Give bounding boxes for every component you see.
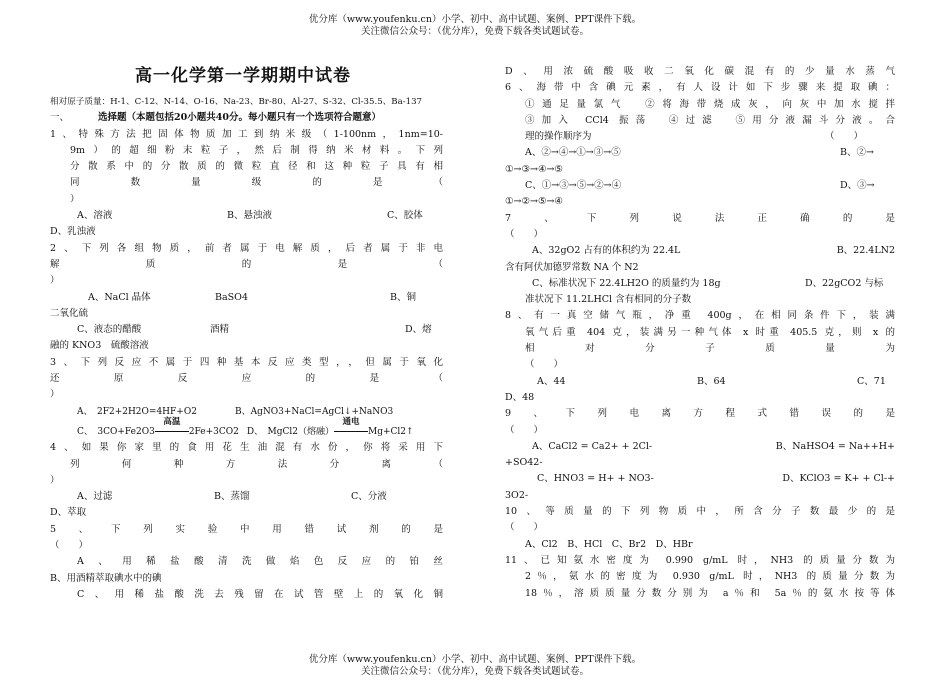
q3-option-d-post: Mg+Cl2↑ — [368, 426, 414, 437]
reaction-arrow-electric — [334, 416, 368, 440]
q7-options-cd — [505, 276, 895, 292]
q6-line-1: 6、海带中含碘元素，有人设计如下步骤来提取碘： — [505, 82, 895, 94]
q7-option-d: D、22gCO2 与标 — [805, 277, 884, 289]
condition-high-temp: 高温 — [163, 416, 181, 427]
q8-line-1: 8、有一真空储气瓶，净重 400g，在相同条件下，装满 — [505, 310, 895, 322]
q6-option-d: D、③→ — [840, 180, 875, 192]
q7-option-b: B、22.4LN2 — [836, 245, 895, 257]
q6-line-2: ①通足量氯气 ②将海带烧成灰，向灰中加水搅拌 — [525, 98, 895, 110]
q2-option-c2: 酒精 — [210, 324, 230, 336]
q2-option-b: B、铜 — [390, 291, 416, 303]
q1-option-a: A、溶液 — [77, 210, 113, 222]
q7-option-d2: 准状况下 11.2LHCl 含有相同的分子数 — [525, 294, 692, 306]
q1-line-2: 9m）的超细粉末粒子，然后制得纳米材料。下列 — [70, 144, 443, 156]
q4-line-1: 4、如果你家里的食用花生油混有水份，你将采用下 — [50, 442, 443, 454]
q10-line-2: （ ） — [505, 522, 544, 534]
q4-line-2: 列何种方法分离（ — [70, 458, 443, 470]
condition-electricity: 通电 — [342, 416, 360, 427]
q3-options-cd — [50, 416, 443, 440]
q4-option-b: B、蒸馏 — [214, 491, 250, 503]
q8-line-3: 相对分子质量为 — [525, 343, 895, 355]
header-line-1: 优分库（www.youfenku.cn）小学、初中、高中试题、案例、PPT课件下载。 — [308, 14, 642, 25]
exam-title: 高一化学第一学期期中试卷 — [135, 66, 351, 86]
q6-line-4-row — [505, 129, 895, 145]
q1-line-3: 分散系中的分散质的微粒直径和这种粒子具有相 — [70, 161, 443, 173]
q6-option-c: C、①→③→⑤→②→④ — [525, 180, 622, 192]
q8-line-4: （ ） — [525, 359, 564, 371]
q9-option-a: A、CaCl2 = Ca2+ + 2Cl- — [532, 440, 653, 452]
q8-option-d: D、48 — [505, 391, 535, 403]
right-column — [505, 64, 895, 602]
q1-options — [50, 208, 443, 224]
q7-line-2: （ ） — [505, 228, 544, 240]
q6-line-4: 理的操作顺序为 — [525, 131, 592, 143]
q3-option-c-pre: C、 3CO+Fe2O3 — [77, 426, 155, 437]
footer-line-1: 优分库（www.youfenku.cn）小学、初中、高中试题、案例、PPT课件下载。 — [308, 654, 642, 665]
q5-option-a: A、用稀盐酸清洗做焰色反应的铂丝 — [77, 556, 443, 568]
q2-line-2: 解质的是（ — [50, 258, 443, 270]
q2-options-cd — [50, 322, 443, 338]
q7-option-b2: 含有阿伏加德罗常数 NA 个 N2 — [505, 261, 639, 273]
q9-options-cd — [505, 471, 895, 487]
q1-option-c: C、胶体 — [387, 210, 423, 222]
q3-options-ab — [50, 404, 443, 420]
section-title: 选择题（本题包括20小题共40分。每小题只有一个选项符合题意） — [98, 112, 381, 124]
q5-line-1: 5、下列实验中用错试剂的是 — [50, 523, 443, 535]
section-number: 一、 — [50, 112, 70, 124]
q3-line-1: 3、下列反应不属于四种基本反应类型，，但属于氧化 — [50, 356, 443, 368]
q2-option-c: C、液态的醋酸 — [77, 324, 142, 336]
q4-line-3: ） — [50, 474, 60, 486]
q3-option-a: A、 2F2+2H2O=4HF+O2 — [77, 406, 197, 417]
q9-option-b: B、NaHSO4 = Na++H+ — [775, 440, 895, 452]
q8-options — [505, 374, 895, 390]
q2-option-a: A、NaCl 晶体 — [88, 291, 151, 303]
q6-options-ab — [505, 145, 895, 161]
q3-option-c-post: 2Fe+3CO2 — [188, 426, 239, 437]
q1-line-4: 同数量级的是（ — [70, 177, 443, 189]
q5-option-b: B、用酒精萃取碘水中的碘 — [50, 572, 162, 584]
q5-option-c: C、用稀盐酸洗去残留在试管壁上的氧化铜 — [77, 588, 443, 600]
q3-option-d-pre: D、 MgCl2（熔融） — [246, 426, 335, 437]
q6-option-d2: ①→②→⑤→④ — [505, 196, 563, 208]
q6-options-cd — [505, 178, 895, 194]
q1-line-1: 1、特殊方法把固体物质加工到纳米级（1-100nm，1nm=10- — [50, 128, 443, 140]
q2-line-1: 2、下列各组物质，前者属于电解质，后者属于非电 — [50, 242, 443, 254]
page-footer — [0, 654, 950, 678]
q8-option-c: C、71 — [857, 375, 886, 387]
q2-option-b2: 二氧化硫 — [50, 307, 89, 319]
q7-line-1: 7、下列说法正确的是 — [505, 212, 895, 224]
arrow-bar — [334, 431, 368, 432]
q2-option-d: D、熔 — [405, 324, 432, 336]
q4-options — [50, 489, 443, 505]
q9-option-b2: +SO42- — [505, 457, 543, 469]
page-header — [0, 14, 950, 38]
q2-options-ab — [50, 290, 443, 306]
q6-option-b: B、②→ — [840, 147, 874, 159]
q7-option-a: A、32gO2 占有的体积约为 22.4L — [532, 245, 681, 257]
q6-option-a: A、②→④→①→③→⑤ — [525, 147, 621, 159]
q11-line-3: 18％，溶质质量分数分别为 a％和 5a％的氨水按等体 — [525, 587, 895, 599]
footer-line-2: 关注微信公众号：（优分库），免费下载各类试题试卷。 — [360, 666, 589, 677]
q3-line-3: ） — [50, 389, 60, 401]
q9-options-ab — [505, 439, 895, 455]
q7-options-ab — [505, 243, 895, 259]
q5-line-2: （ ） — [50, 540, 89, 552]
q10-options: A、Cl2 B、HCl C、Br2 D、HBr — [525, 538, 693, 550]
arrow-bar — [155, 431, 189, 432]
q5-option-d: D、用浓硫酸吸收二氧化碳混有的少量水蒸气 — [505, 66, 895, 77]
q8-option-b: B、64 — [697, 375, 726, 387]
q2-option-a2: BaSO4 — [215, 291, 248, 303]
header-line-2: 关注微信公众号：（优分库），免费下载各类试题试卷。 — [360, 26, 589, 37]
q9-line-1: 9、下列电离方程式错误的是 — [505, 408, 895, 420]
q4-option-d: D、萃取 — [50, 507, 87, 519]
q3-option-b: B、AgNO3+NaCl=AgCl↓+NaNO3 — [235, 406, 394, 417]
q2-option-d2: 融的 KNO3 硫酸溶液 — [50, 340, 149, 352]
atomic-masses: 相对原子质量：H-1、C-12、N-14、O-16、Na-23、Br-80、Al-27、S-32、Cl-35.5、Ba-137 — [50, 97, 423, 107]
reaction-arrow-heat — [155, 416, 189, 440]
section-heading — [50, 110, 443, 126]
q1-line-5: ） — [70, 193, 80, 205]
q2-line-3: ） — [50, 275, 60, 287]
q1-option-b: B、悬浊液 — [227, 210, 272, 222]
q8-line-2: 氧气后重 404 克，装满另一种气体 x 时重 405.5 克，则 x 的 — [525, 326, 895, 338]
q6-option-b2: ①→③→④→⑤ — [505, 163, 563, 175]
q9-line-2: （ ） — [505, 424, 544, 436]
q9-option-d: D、KClO3 = K+ + Cl-+ — [782, 473, 895, 485]
q3-line-2: 还原反应的是（ — [50, 373, 443, 385]
q6-answer-paren: （ ） — [825, 131, 864, 143]
q6-line-3: ③加入 CCl4 振荡 ④过滤 ⑤用分液漏斗分液。合 — [525, 114, 895, 126]
q1-option-d: D、乳浊液 — [50, 226, 96, 238]
q4-option-a: A、过滤 — [77, 491, 113, 503]
q11-line-1: 11、已知氨水密度为 0.990 g/mL 时，NH3 的质量分数为 — [505, 554, 895, 566]
q9-option-d2: 3O2- — [505, 489, 529, 501]
q11-line-2: 2％，氨水的密度为 0.930 g/mL 时，NH3 的质量分数为 — [525, 571, 895, 583]
q4-option-c: C、分液 — [351, 491, 387, 503]
q8-option-a: A、44 — [537, 375, 566, 387]
q7-option-c: C、标准状况下 22.4LH2O 的质量约为 18g — [532, 277, 721, 289]
left-column — [50, 94, 443, 603]
q9-option-c: C、HNO3 = H+ + NO3- — [537, 473, 654, 485]
q10-line-1: 10、等质量的下列物质中，所含分子数最少的是 — [505, 506, 895, 518]
